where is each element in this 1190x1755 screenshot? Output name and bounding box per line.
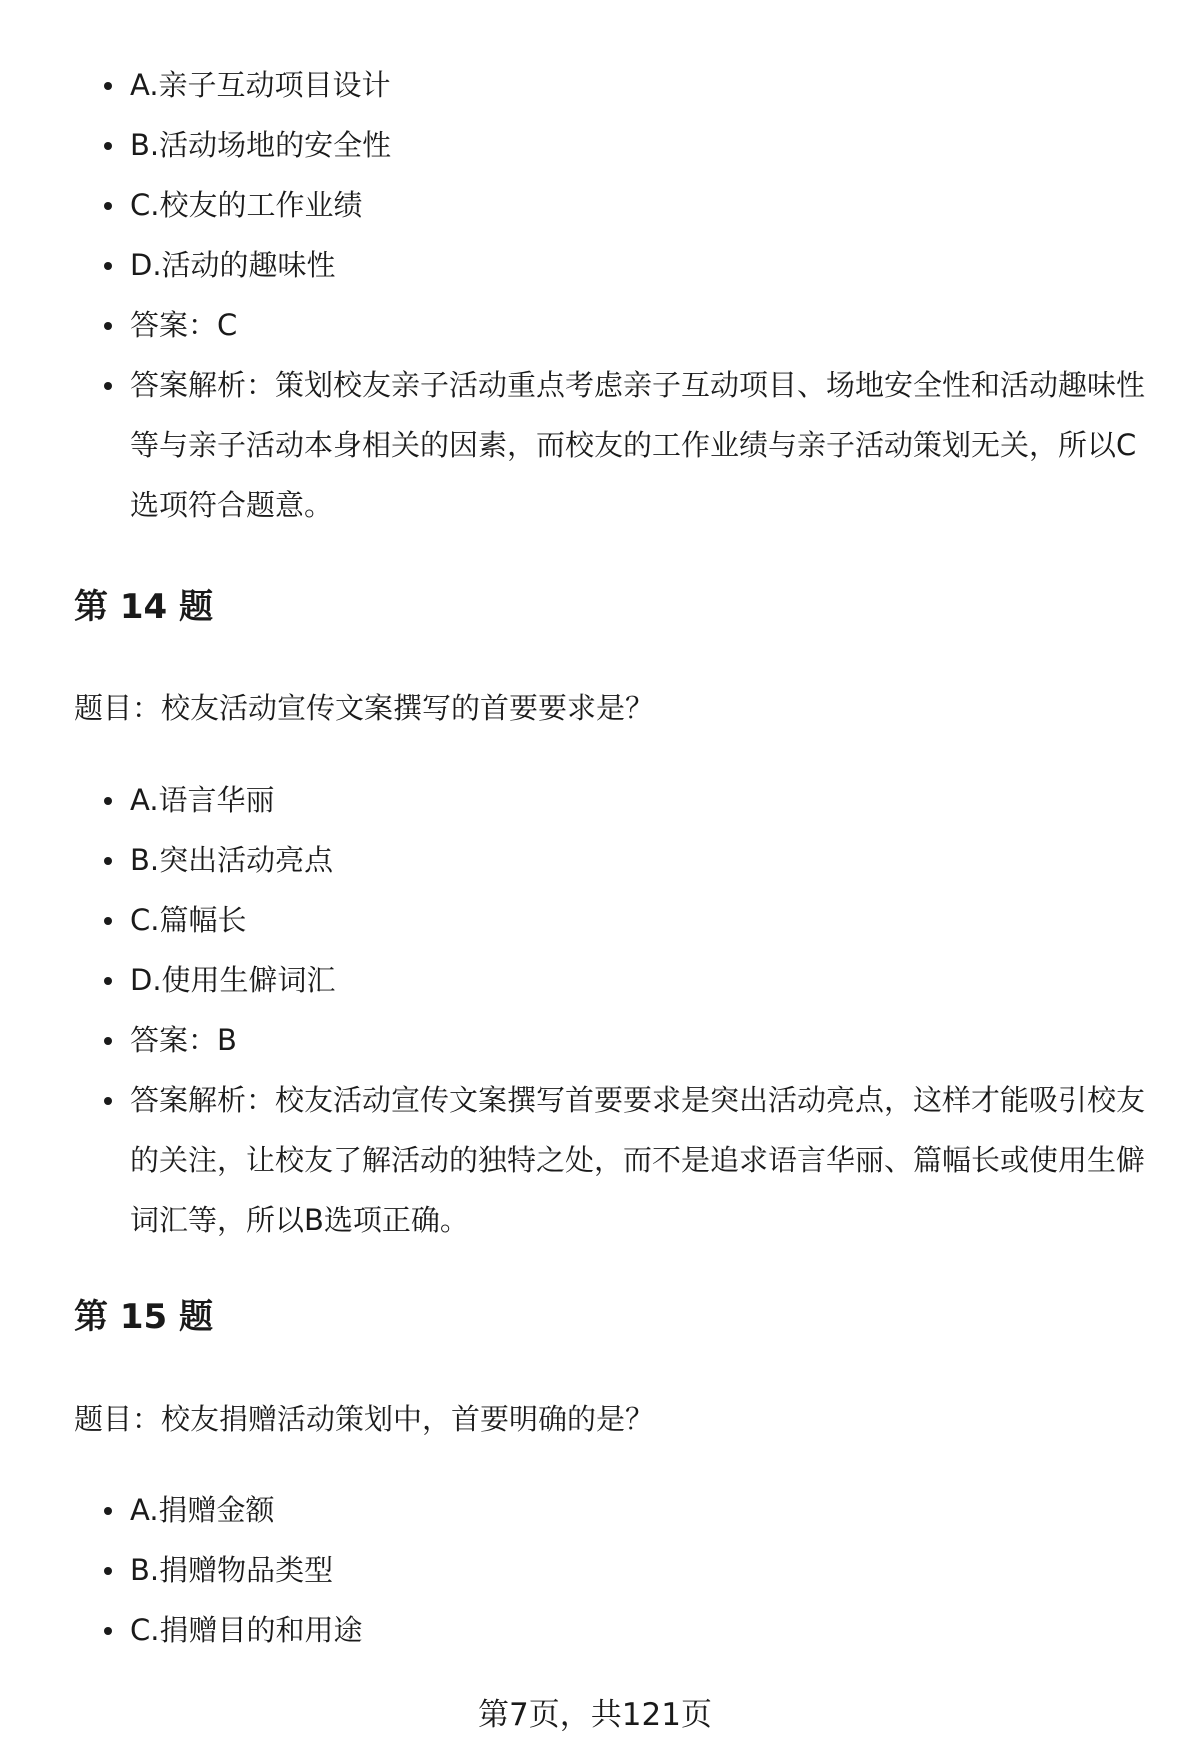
list-item: 答案：C [0, 295, 1190, 355]
list-item: B.捐赠物品类型 [0, 1540, 1190, 1600]
list-item: B.突出活动亮点 [0, 830, 1190, 890]
page-number: 第7页，共121页 [478, 1697, 712, 1733]
question-stem: 题目：校友捐赠活动策划中，首要明确的是？ [74, 1402, 655, 1436]
question-stem: 题目：校友活动宣传文案撰写的首要要求是？ [74, 691, 655, 725]
q13-options [0, 55, 1190, 535]
list-item: C.捐赠目的和用途 [0, 1600, 1190, 1660]
list-item: B.活动场地的安全性 [0, 115, 1190, 175]
list-item: 答案：B [0, 1010, 1190, 1070]
q15-options [0, 1480, 1190, 1660]
list-item: A.语言华丽 [0, 770, 1190, 830]
list-item: C.校友的工作业绩 [0, 175, 1190, 235]
list-item: A.亲子互动项目设计 [0, 55, 1190, 115]
q14-options [0, 770, 1190, 1250]
list-item: C.篇幅长 [0, 890, 1190, 950]
question-title: 第 15 题 [74, 1297, 213, 1337]
list-item: D.使用生僻词汇 [0, 950, 1190, 1010]
list-item: D.活动的趣味性 [0, 235, 1190, 295]
list-item: A.捐赠金额 [0, 1480, 1190, 1540]
answer-explanation: 答案解析：校友活动宣传文案撰写首要要求是突出活动亮点，这样才能吸引校友的关注，让校友了解活动的独特之处，而不是追求语言华丽、篇幅长或使用生僻词汇等，所以B选项正确。 [0, 1070, 1190, 1250]
question-title: 第 14 题 [74, 587, 213, 627]
answer-explanation: 答案解析：策划校友亲子活动重点考虑亲子互动项目、场地安全性和活动趣味性等与亲子活动本身相关的因素，而校友的工作业绩与亲子活动策划无关，所以C选项符合题意。 [0, 355, 1190, 535]
